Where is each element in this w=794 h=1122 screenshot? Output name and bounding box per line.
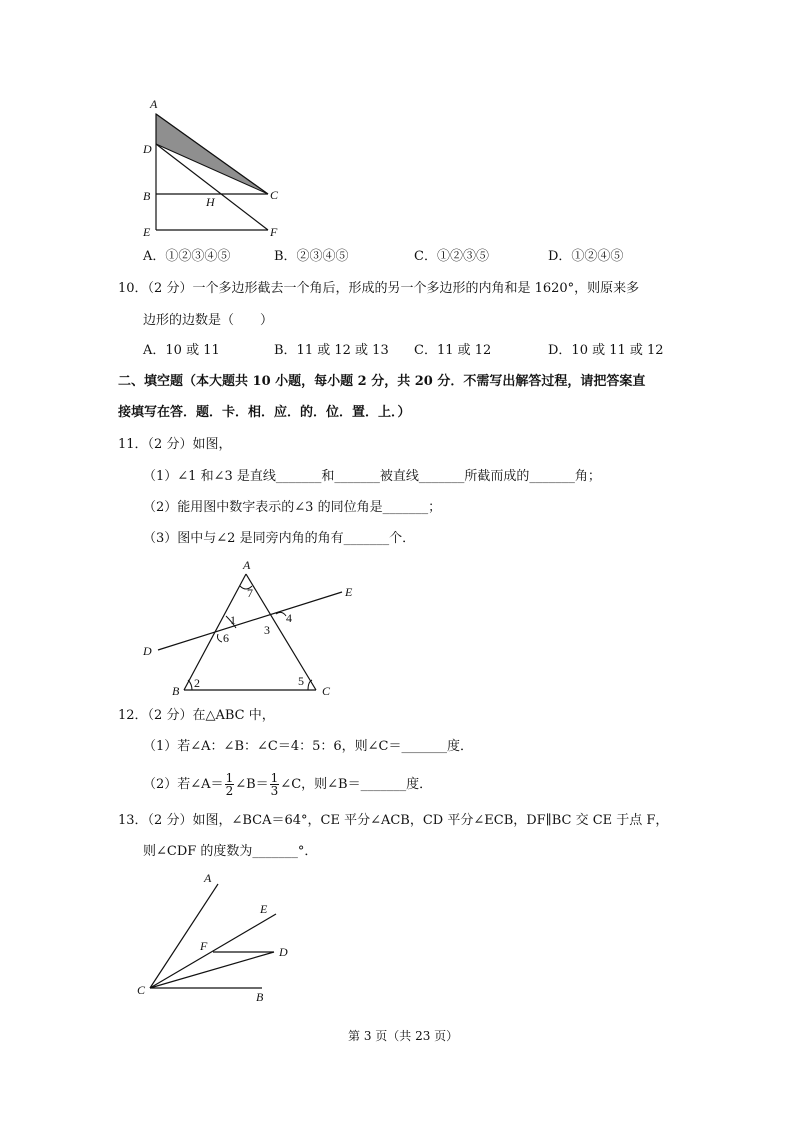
q12-part2-a: （2）若∠A＝: [143, 777, 224, 792]
fraction-numerator: 1: [225, 771, 234, 785]
label-2: 2: [194, 676, 200, 690]
label-5: 5: [298, 674, 304, 688]
q10-stem-line2: 边形的边数是（ ）: [143, 313, 274, 328]
q11-stem: 11．（2 分）如图，: [118, 437, 232, 452]
label-7: 7: [247, 586, 253, 600]
fraction-denominator: 3: [270, 784, 279, 798]
label-c: C: [322, 684, 331, 698]
label-h: H: [206, 195, 215, 209]
label-e: E: [260, 902, 268, 916]
label-c: C: [137, 983, 146, 997]
label-b: B: [143, 189, 151, 203]
q12-part2-b: ∠B＝: [235, 777, 269, 792]
q13-stem-line2: 则∠CDF 的度数为_______°．: [143, 844, 318, 859]
label-e: E: [345, 585, 353, 599]
label-d: D: [279, 945, 288, 959]
q10-option-a: A．10 或 11: [143, 343, 220, 358]
label-d: D: [143, 644, 152, 658]
label-c: C: [270, 188, 279, 202]
q10-option-c: C．11 或 12: [414, 343, 492, 358]
q9-option-a: A．①②③④⑤: [143, 249, 231, 264]
label-b: B: [172, 684, 180, 698]
q10-option-d: D．10 或 11 或 12: [548, 343, 664, 358]
label-a: A: [150, 97, 158, 111]
ray-ce: [150, 914, 276, 988]
q11-part3: （3）图中与∠2 是同旁内角的角有_______个．: [143, 531, 416, 546]
q12-part2-c: ∠C，则∠B＝_______度．: [280, 777, 433, 792]
page-footer: 第 3 页（共 23 页）: [348, 1029, 459, 1043]
q11-part1: （1）∠1 和∠3 是直线_______和_______被直线_______所截而成的_______角；: [143, 469, 601, 484]
q10-option-b: B．11 或 12 或 13: [274, 343, 389, 358]
q13-stem-line1: 13．（2 分）如图，∠BCA＝64°，CE 平分∠ACB，CD 平分∠ECB，DF∥BC 交 CE 于点 F，: [118, 813, 669, 828]
label-3: 3: [264, 623, 270, 637]
label-f: F: [270, 225, 278, 239]
fraction-denominator: 2: [225, 784, 234, 798]
label-1: 1: [230, 613, 236, 627]
label-4: 4: [286, 611, 292, 625]
ray-cd: [150, 952, 274, 988]
section2-heading-line1: 二、填空题（本大题共 10 小题，每小题 2 分，共 20 分．不需写出解答过程，请把答案直: [118, 374, 646, 389]
q12-part1: （1）若∠A：∠B：∠C＝4：5：6，则∠C＝_______度．: [143, 739, 473, 754]
ray-ca: [150, 884, 218, 988]
q9-option-b: B．②③④⑤: [274, 249, 349, 264]
section2-heading-line2: 接填写在答．题．卡．相．应．的．位．置．上．）: [118, 405, 411, 420]
label-b: B: [256, 990, 264, 1004]
fraction-numerator: 1: [270, 771, 279, 785]
q11-part2: （2）能用图中数字表示的∠3 的同位角是_______；: [143, 500, 442, 515]
q9-option-d: D．①②④⑤: [548, 249, 624, 264]
q9-option-c: C．①②③⑤: [414, 249, 489, 264]
q12-stem: 12．（2 分）在△ABC 中，: [118, 708, 275, 723]
label-f: F: [200, 939, 208, 953]
label-d: D: [143, 142, 152, 156]
label-6: 6: [223, 631, 229, 645]
label-e: E: [143, 225, 151, 239]
label-a: A: [204, 871, 212, 885]
q10-stem-line1: 10．（2 分）一个多边形截去一个角后，形成的另一个多边形的内角和是 1620°，则原来多: [118, 281, 640, 296]
label-a: A: [243, 558, 251, 572]
